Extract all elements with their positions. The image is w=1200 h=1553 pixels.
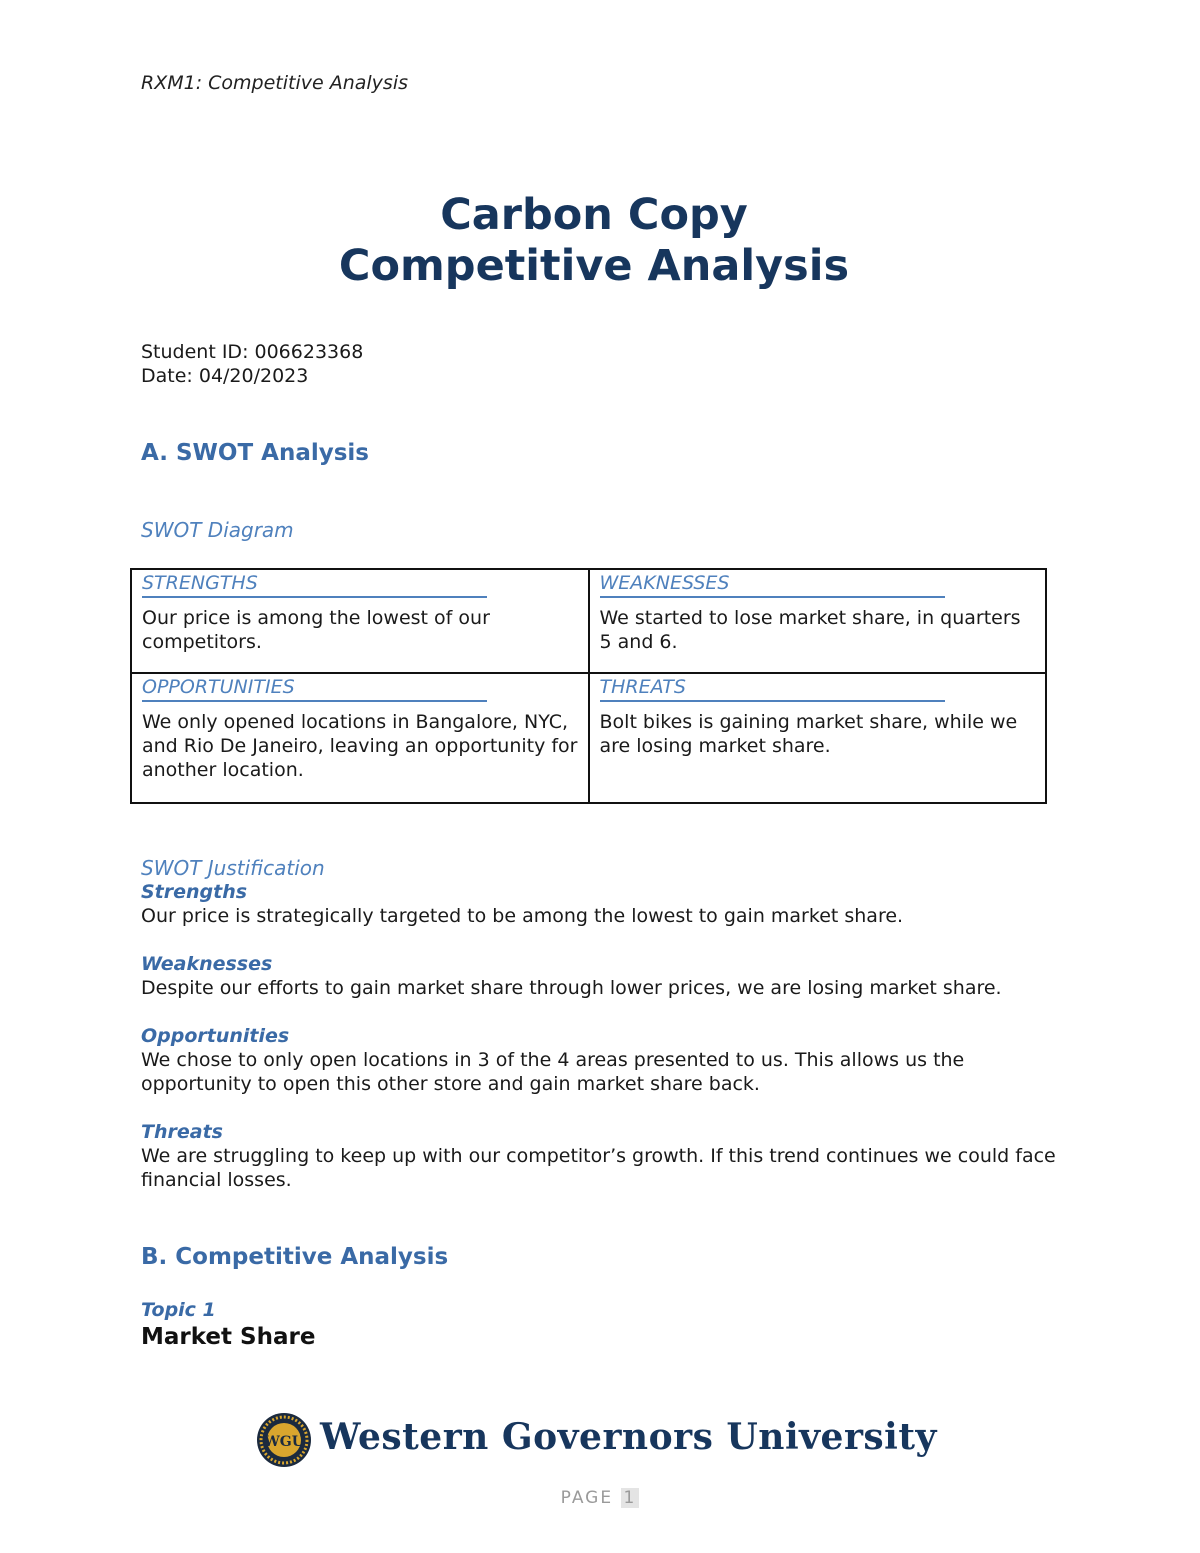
swot-weaknesses-label: WEAKNESSES — [600, 572, 945, 598]
student-id: Student ID: 006623368 — [141, 341, 364, 363]
wgu-logo — [256, 1410, 937, 1470]
swot-strengths-label: STRENGTHS — [142, 572, 487, 598]
swot-table — [130, 568, 1047, 804]
justification-weaknesses-label: Weaknesses — [141, 953, 273, 975]
swot-weaknesses-cell — [589, 569, 1047, 673]
justification-threats-label: Threats — [141, 1121, 223, 1143]
justification-weaknesses-text: Despite our efforts to gain market share through lower prices, we are losing market share. — [141, 977, 1002, 999]
swot-threats-text: Bolt bikes is gaining market share, while we are losing market share. — [599, 711, 1018, 757]
title-line-2: Competitive Analysis — [338, 241, 850, 291]
topic-label: Topic 1 — [141, 1299, 216, 1321]
section-a-heading: A. SWOT Analysis — [141, 440, 369, 466]
page-label: PAGE — [560, 1488, 614, 1508]
document-title — [0, 190, 1188, 292]
topic-name: Market Share — [141, 1324, 316, 1350]
swot-opportunities-cell — [131, 673, 589, 803]
justification-strengths-text: Our price is strategically targeted to be among the lowest to gain market share. — [141, 905, 904, 927]
swot-opportunities-text: We only opened locations in Bangalore, NYC, and Rio De Janeiro, leaving an opportunity for another location. — [142, 711, 578, 781]
section-b-heading: B. Competitive Analysis — [141, 1244, 449, 1270]
swot-threats-cell — [589, 673, 1047, 803]
page-number: 1 — [621, 1488, 640, 1508]
justification-strengths-label: Strengths — [141, 881, 248, 903]
topic-1 — [141, 1298, 315, 1352]
university-seal-icon — [256, 1412, 312, 1468]
swot-strengths-text: Our price is among the lowest of our competitors. — [142, 607, 490, 653]
swot-opportunities-label: OPPORTUNITIES — [142, 676, 487, 702]
seal-letters: WGU — [264, 1434, 304, 1450]
swot-threats-label: THREATS — [600, 676, 945, 702]
running-header: RXM1: Competitive Analysis — [141, 72, 409, 94]
document-date: Date: 04/20/2023 — [141, 365, 309, 387]
swot-strengths-cell — [131, 569, 589, 673]
title-line-1: Carbon Copy — [440, 190, 748, 240]
swot-justification-label: SWOT Justification — [141, 856, 325, 880]
swot-diagram-label: SWOT Diagram — [141, 518, 294, 542]
swot-justification — [141, 856, 1061, 1192]
justification-opportunities-text: We chose to only open locations in 3 of the 4 areas presented to us. This allows us the opportunity to open this other store and gain market share back. — [141, 1049, 965, 1095]
swot-weaknesses-text: We started to lose market share, in quarters 5 and 6. — [599, 607, 1021, 653]
page-footer — [0, 1488, 1200, 1508]
document-meta — [141, 340, 363, 388]
university-wordmark: Western Governors University — [320, 1416, 937, 1458]
justification-opportunities-label: Opportunities — [141, 1025, 290, 1047]
justification-threats-text: We are struggling to keep up with our competitor’s growth. If this trend continues we could face financial losses. — [141, 1145, 1056, 1191]
